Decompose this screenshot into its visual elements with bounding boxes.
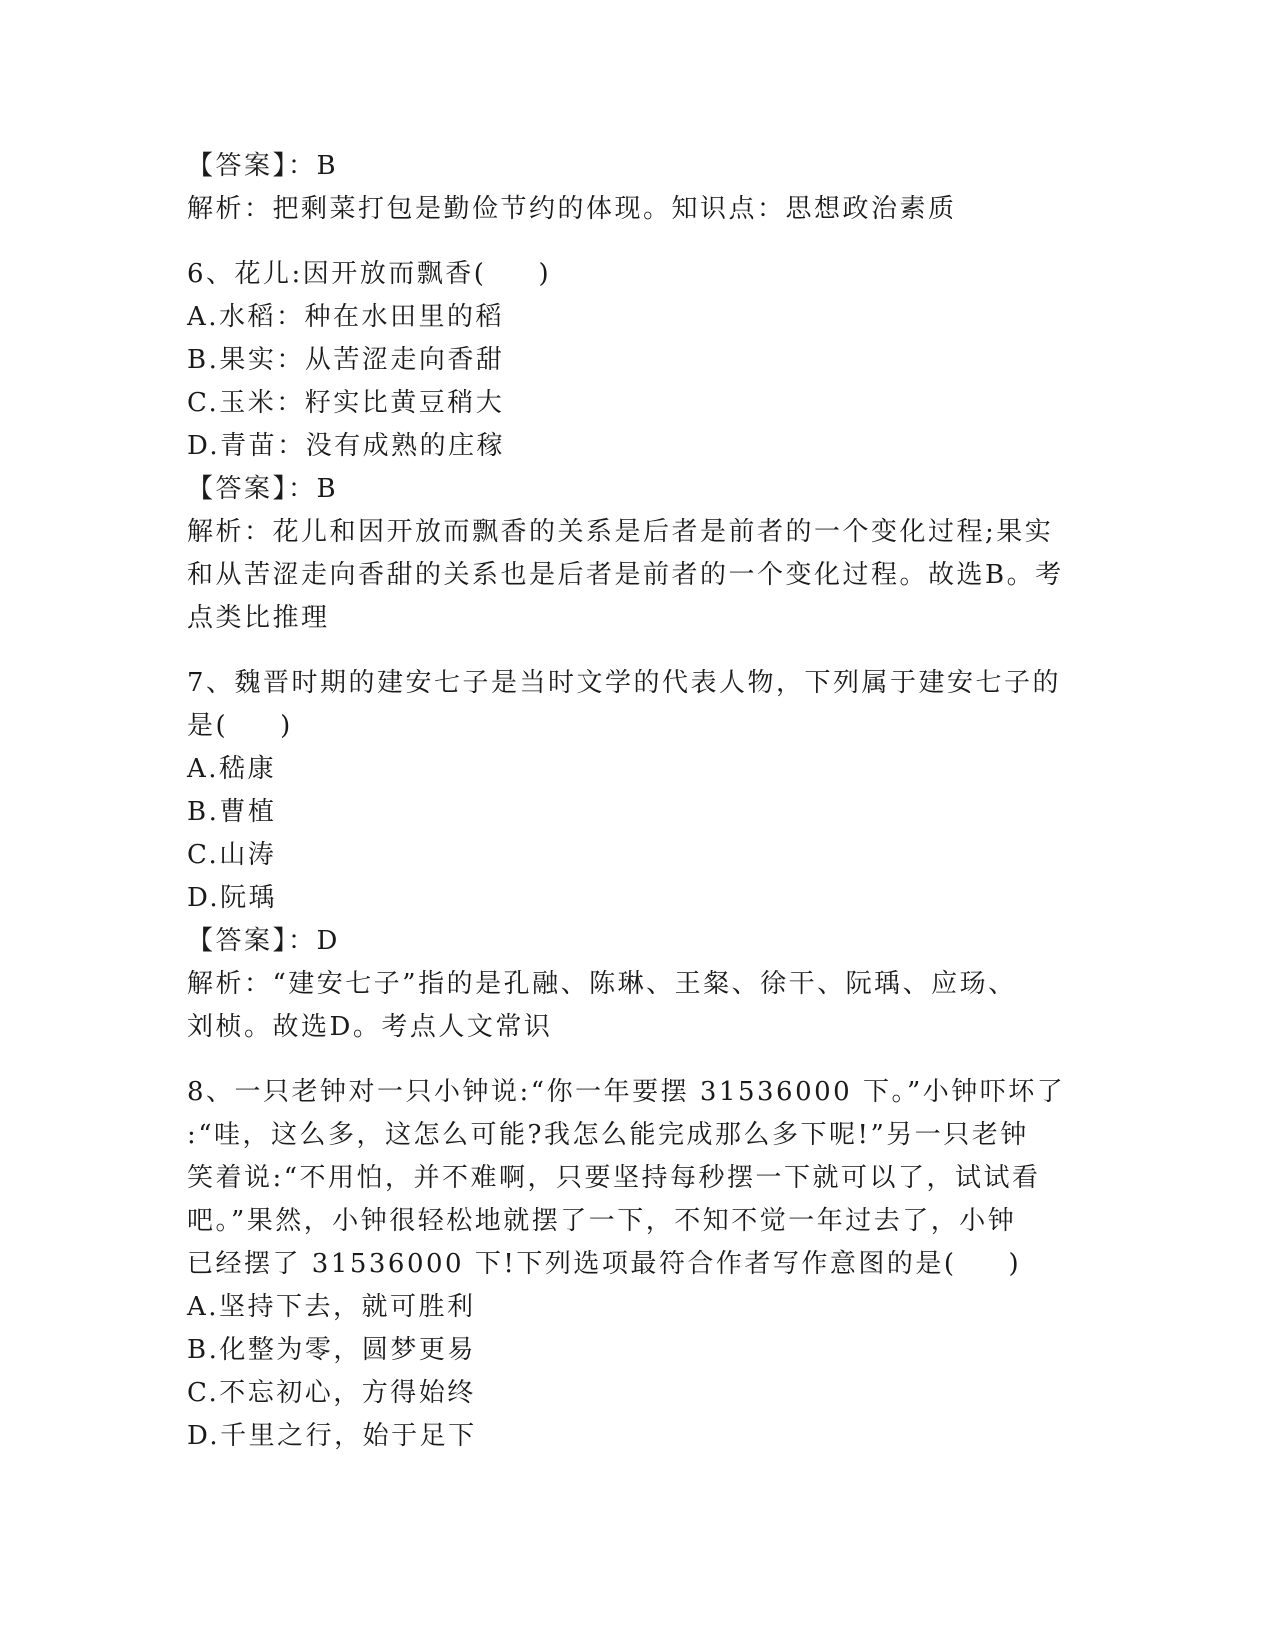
q7-option-a: A.嵇康 [187,754,277,784]
q6-answer: 【答案】：B [187,474,339,504]
q7-question-line-2 [187,705,1087,748]
q5-analysis: 解析：把剩菜打包是勤俭节约的体现。知识点：思想政治素质 [187,194,957,224]
q7-answer: 【答案】：D [187,926,340,956]
q8-question-line-1: 8、一只老钟对一只小钟说:“你一年要摆 31536000 下。”小钟吓坏了 [187,1077,1066,1107]
q7-analysis-line-2: 刘桢。故选D。考点人文常识 [187,1012,553,1042]
q8-question-line-4: 吧。”果然，小钟很轻松地就摆了一下，不知不觉一年过去了，小钟 [187,1206,1017,1236]
q6-option-d: D.青苗：没有成熟的庄稼 [187,431,506,461]
q6-option-c: C.玉米：籽实比黄豆稍大 [187,388,505,418]
q7-question-line-1: 7、魏晋时期的建安七子是当时文学的代表人物，下列属于建安七子的 [187,668,1062,698]
q8-question-text: 已经摆了 31536000 下!下列选项最符合作者写作意图的是( [187,1249,957,1279]
q6-question [187,253,1087,296]
q7-question-close: ) [280,711,293,741]
q8-question-line-2: :“哇，这么多，这怎么可能?我怎么能完成那么多下呢!”另一只老钟 [187,1120,1029,1150]
q5-answer: 【答案】：B [187,151,339,181]
q6-question-close: ) [538,259,552,289]
q6-option-a: A.水稻：种在水田里的稻 [187,302,505,332]
q7-option-b: B.曹植 [187,797,277,827]
q8-option-a: A.坚持下去，就可胜利 [187,1292,476,1322]
q6-option-b: B.果实：从苦涩走向香甜 [187,345,505,375]
q6-analysis-line-1: 解析：花儿和因开放而飘香的关系是后者是前者的一个变化过程;果实 [187,517,1054,547]
q8-question-line-5 [187,1243,1087,1286]
q8-option-d: D.千里之行，始于足下 [187,1421,477,1451]
q8-option-c: C.不忘初心，方得始终 [187,1378,476,1408]
q7-question-text: 是( [187,711,229,741]
q8-question-line-3: 笑着说:“不用怕，并不难啊，只要坚持每秒摆一下就可以了，试试看 [187,1163,1041,1193]
q7-option-d: D.阮瑀 [187,883,278,913]
q6-question-text: 6、花儿:因开放而飘香( [187,259,487,289]
q6-analysis-line-3: 点类比推理 [187,603,330,633]
q8-question-close: ) [1008,1249,1022,1279]
q7-analysis-line-1: 解析：“建安七子”指的是孔融、陈琳、王粲、徐干、阮瑀、应玚、 [187,969,1017,999]
q6-analysis-line-2: 和从苦涩走向香甜的关系也是后者是前者的一个变化过程。故选B。考 [187,560,1064,590]
document-content [187,145,1087,1458]
q8-option-b: B.化整为零，圆梦更易 [187,1335,476,1365]
q7-option-c: C.山涛 [187,840,277,870]
